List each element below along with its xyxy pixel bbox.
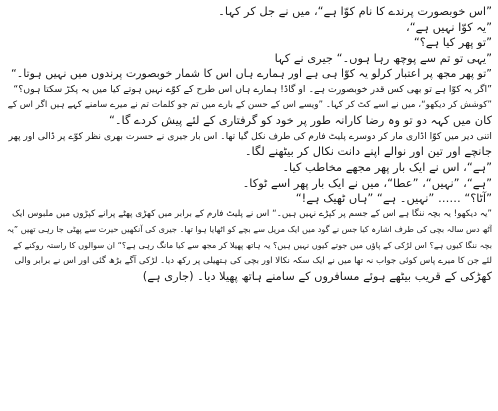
text-line: جانچے اور تین اور نوالے اپنے دانت نکال کر بیٹھنے لگا۔ [244, 144, 492, 159]
text-line: ”تو پھر کیا ہے؟“ [413, 35, 492, 50]
text-line: ”ہے“، اس نے ایک بار پھر مجھے مخاطب کیا۔ [282, 159, 492, 174]
text-line: ”آٹا؟“ …… ”نہیں۔ ہے“ ”ہاں ٹھیک ہے!“ [295, 191, 492, 206]
text-line: بچہ ننگا کیوں ہے؟ اس لڑکی کے پاؤں میں جوتے کیوں نہیں ہیں؟ یہ ہاتھ پھیلا کر مجھ سے کیا مانگ رہی ہے؟“ ان سوالوں کا راستہ روکنے کے [13, 239, 492, 250]
text-line: آٹھ دس سالہ بچی کی طرف اشارہ کیا جس نے گود میں ایک مریل سے بچے کو اٹھایا ہوا تھا۔ جیری کی آنکھیں حیرت سے پھٹی جا رہی تھیں ”یہ [6, 224, 492, 235]
text-line: ”یہ کوّا نہیں ہے“، [406, 19, 492, 34]
text-line: کھڑکی کے قریب بیٹھے ہوئے مسافروں کے سامنے ہاتھ پھیلا دیا۔ (جاری ہے) [142, 269, 492, 284]
text-line: لئے جن کا میرے پاس کوئی جواب نہ تھا میں نے ایک سکہ نکالا اور بچی کی ہتھیلی پر رکھ دیا۔ لڑکی آگے بڑھ گئی اور اس نے برابر والی [14, 255, 492, 266]
text-line: ”اگر یہ کوّا ہے تو بھی کس قدر خوبصورت ہے۔ او گاڈ! ہمارے ہاں اس طرح کے کوّے نہیں ہوتے کیا میں یہ پکڑ سکتا ہوں؟“ [13, 83, 492, 95]
text-line: ”یہی تو تم سے پوچھ رہا ہوں۔“ جیری نے کہا [274, 50, 492, 65]
text-line: ”یہ دیکھو! یہ بچہ ننگا ہے اس کے جسم پر کپڑے نہیں ہیں۔“ اس نے پلیٹ فارم کے برابر میں کھڑی پھٹے پرانے کپڑوں میں ملبوس ایک [12, 208, 492, 219]
text-line: ”تو پھر مجھ پر اعتبار کرلو یہ کوّا ہی ہے اور ہمارے ہاں اس کا شمار خوبصورت پرندوں میں نہیں ہوتا۔“ [11, 67, 492, 81]
text-line: اتنی دیر میں کوّا اڈاری مار کر دوسرے پلیٹ فارم کی طرف نکل گیا تھا۔ اس بار جیری نے حسرت بھری نظر کوّے پر ڈالی اور پھر [8, 130, 492, 142]
text-line: ”اس خوبصورت پرندے کا نام کوّا ہے“، میں نے جل کر کہا۔ [218, 4, 492, 18]
text-line: کان میں کہہ دو تو وہ رضا کارانہ طور پر خود کو گرفتاری کے لئے پیش کردے گا۔“ [108, 113, 492, 128]
text-line: ”کوشش کر دیکھو“، میں نے اسے کٹ کر کہا۔ ”ویسے اس کے حسن کے بارے میں تم جو کلمات تم نے میرے سامنے کہے ہیں اگر اس کے [7, 99, 492, 110]
text-line: ”ہے“، ”نہیں“، ”عطا“، میں نے ایک بار پھر اسے ٹوکا۔ [242, 175, 492, 190]
